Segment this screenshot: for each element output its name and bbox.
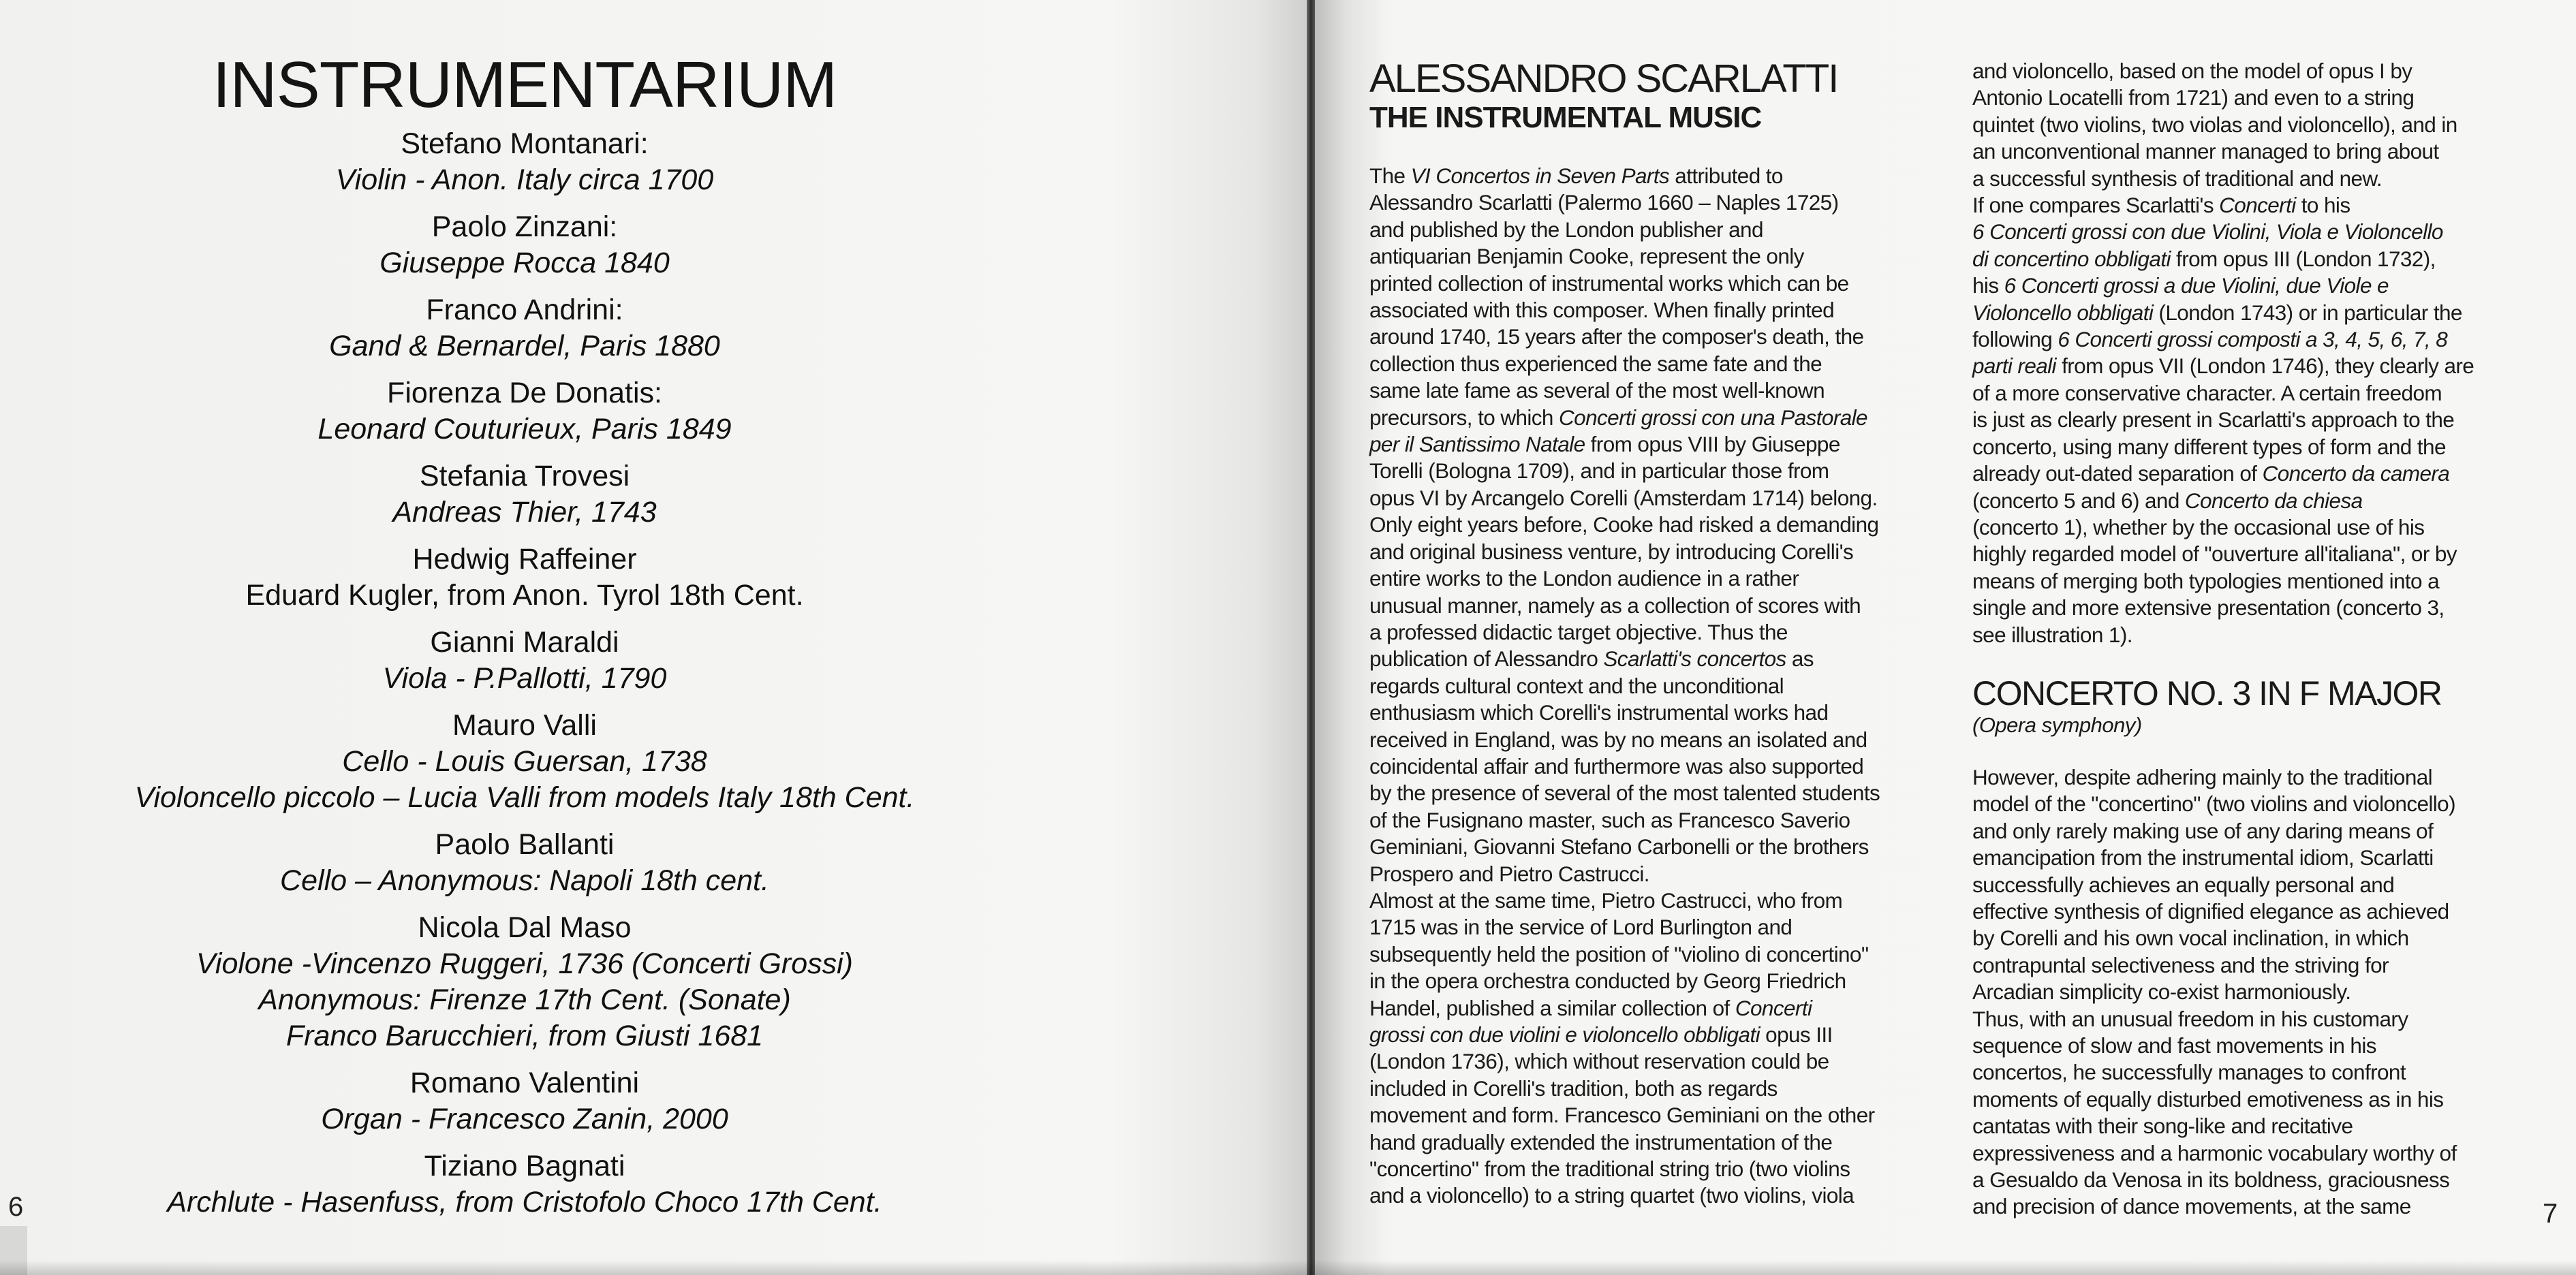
text-line: of the Fusignano master, such as Francesco Saverio	[1369, 807, 1850, 832]
text-line: regards cultural context and the unconditional	[1369, 673, 1784, 698]
text-line: subsequently held the position of "violino di concertino"	[1369, 941, 1869, 966]
instrument-description: Eduard Kugler, from Anon. Tyrol 18th Cent.	[245, 579, 804, 612]
musician-name: Hedwig Raffeiner	[412, 543, 637, 576]
text-line: concerto, using many different types of form and the	[1972, 434, 2446, 459]
text-line: and violoncello, based on the model of opus I by	[1972, 59, 2412, 83]
instrument-description: Violone -Vincenzo Ruggeri, 1736 (Concerti Grossi)	[196, 947, 853, 980]
text-line: Antonio Locatelli from 1721) and even to a string	[1972, 85, 2415, 110]
text-line: Geminiani, Giovanni Stefano Carbonelli or the brothers	[1369, 834, 1869, 860]
text-line: means of merging both typologies mentioned into a	[1972, 568, 2440, 593]
instrumentarium-list	[0, 126, 1049, 1231]
page-number-left: 6	[8, 1192, 24, 1222]
text-line: Prospero and Pietro Castrucci.	[1369, 861, 1649, 886]
instrument-description: Leonard Couturieux, Paris 1849	[317, 413, 732, 445]
instrument-entry	[0, 292, 1049, 364]
text-line: If one compares Scarlatti's Concerti to his	[1972, 193, 2350, 218]
text-line: same late fame as several of the most well-known	[1369, 378, 1825, 403]
instrument-entry	[0, 910, 1049, 1054]
book-spine	[1307, 0, 1315, 1275]
text-line: a successful synthesis of traditional and new.	[1972, 166, 2383, 191]
page-number-right: 7	[2543, 1199, 2558, 1229]
instrument-description: Anonymous: Firenze 17th Cent. (Sonate)	[258, 983, 791, 1016]
text-line: see illustration 1).	[1972, 622, 2132, 647]
instrument-description: Cello - Louis Guersan, 1738	[342, 745, 707, 778]
text-line: sequence of slow and fast movements in his	[1972, 1033, 2376, 1058]
text-line: 1715 was in the service of Lord Burlington and	[1369, 915, 1793, 940]
text-line: and original business venture, by introducing Corelli's	[1369, 539, 1854, 564]
instrument-entry	[0, 708, 1049, 816]
instrument-entry	[0, 827, 1049, 899]
instrument-description: Viola - P.Pallotti, 1790	[382, 662, 667, 695]
musician-name: Nicola Dal Maso	[418, 911, 632, 944]
instrument-description: Archlute - Hasenfuss, from Cristofolo Choco 17th Cent.	[167, 1186, 882, 1218]
text-line: printed collection of instrumental works which can be	[1369, 270, 1849, 296]
concerto-heading: CONCERTO NO. 3 IN F MAJOR	[1972, 674, 2442, 712]
instrument-entry	[0, 375, 1049, 447]
text-line: antiquarian Benjamin Cooke, represent the only	[1369, 244, 1804, 269]
text-line: Alessandro Scarlatti (Palermo 1660 – Naples 1725)	[1369, 190, 1839, 215]
musician-name: Fiorenza De Donatis:	[387, 377, 662, 409]
instrument-description: Franco Barucchieri, from Giusti 1681	[285, 1020, 764, 1052]
text-line: Torelli (Bologna 1709), and in particular those from	[1369, 458, 1829, 484]
text-line: single and more extensive presentation (concerto 3,	[1972, 595, 2445, 620]
musician-name: Paolo Zinzani:	[431, 210, 618, 243]
text-line: moments of equally disturbed emotiveness as in his	[1972, 1086, 2444, 1112]
instrument-entry	[0, 625, 1049, 697]
musician-name: Franco Andrini:	[426, 294, 623, 326]
instrument-entry	[0, 541, 1049, 614]
article-subtitle: THE INSTRUMENTAL MUSIC	[1369, 101, 1762, 134]
instrument-description: Violoncello piccolo – Lucia Valli from models Italy 18th Cent.	[134, 781, 915, 814]
instrument-entry	[0, 1148, 1049, 1221]
text-line: his 6 Concerti grossi a due Violini, due Viole e	[1972, 273, 2389, 298]
text-line: grossi con due violini e violoncello obbligati opus III	[1369, 1022, 1833, 1047]
text-line: opus VI by Arcangelo Corelli (Amsterdam 1714) belong.	[1369, 485, 1878, 510]
text-line: coincidental affair and furthermore was also supported	[1369, 753, 1864, 778]
text-line: included in Corelli's tradition, both as regards	[1369, 1075, 1778, 1101]
instrument-entry	[0, 209, 1049, 281]
text-line: publication of Alessandro Scarlatti's concertos as	[1369, 646, 1814, 672]
text-line: of a more conservative character. A certain freedom	[1972, 380, 2442, 405]
instrument-description: Giuseppe Rocca 1840	[379, 247, 670, 279]
text-line: Violoncello obbligati (London 1743) or in particular the	[1972, 300, 2462, 325]
text-line: precursors, to which Concerti grossi con una Pastorale	[1369, 405, 1867, 430]
text-line: movement and form. Francesco Geminiani on the other	[1369, 1103, 1875, 1128]
text-line: model of the "concertino" (two violins and violoncello)	[1972, 791, 2455, 817]
article-column-2	[1972, 58, 2538, 1221]
text-line: enthusiasm which Corelli's instrumental works had	[1369, 700, 1829, 725]
text-line: hand gradually extended the instrumentation of the	[1369, 1129, 1833, 1154]
instrument-entry	[0, 1065, 1049, 1137]
instrument-entry	[0, 126, 1049, 198]
musician-name: Romano Valentini	[409, 1067, 640, 1099]
text-line: highly regarded model of "ouverture all'italiana", or by	[1972, 541, 2457, 567]
text-line: already out-dated separation of Concerto da camera	[1972, 461, 2450, 486]
text-line: 6 Concerti grossi con due Violini, Viola e Violoncello	[1972, 219, 2443, 245]
musician-name: Stefania Trovesi	[419, 460, 630, 492]
text-line: entire works to the London audience in a rather	[1369, 566, 1799, 591]
musician-name: Mauro Valli	[452, 709, 597, 742]
text-line: a Gesualdo da Venosa in its boldness, graciousness	[1972, 1167, 2450, 1193]
text-line: Only eight years before, Cooke had risked a demanding	[1369, 512, 1879, 537]
musician-name: Stefano Montanari:	[401, 127, 649, 160]
text-line: and only rarely making use of any daring means of	[1972, 818, 2434, 843]
text-line: and published by the London publisher and	[1369, 217, 1763, 242]
text-line: a professed didactic target objective. Thus the	[1369, 619, 1788, 644]
text-line: received in England, was by no means an isolated and	[1369, 727, 1867, 752]
article-column-1	[1369, 58, 1935, 1210]
text-line: However, despite adhering mainly to the traditional	[1972, 764, 2433, 789]
text-line: Almost at the same time, Pietro Castrucci, who from	[1369, 887, 1843, 913]
text-line: Handel, published a similar collection of Concerti	[1369, 995, 1812, 1020]
text-line: by Corelli and his own vocal inclination, in which	[1972, 926, 2409, 951]
instrument-description: Cello – Anonymous: Napoli 18th cent.	[280, 864, 769, 897]
musician-name: Gianni Maraldi	[430, 626, 619, 659]
text-line: successfully achieves an equally personal and	[1972, 872, 2395, 897]
text-line: is just as clearly present in Scarlatti's approach to the	[1972, 407, 2455, 432]
musician-name: Tiziano Bagnati	[424, 1150, 625, 1182]
concerto-subheading: (Opera symphony)	[1972, 712, 2142, 737]
text-line: di concertino obbligati from opus III (London 1732),	[1972, 246, 2436, 271]
instrument-entry	[0, 458, 1049, 531]
text-line: unusual manner, namely as a collection of scores with	[1369, 593, 1861, 618]
text-line: Thus, with an unusual freedom in his customary	[1972, 1006, 2408, 1031]
text-line: (concerto 1), whether by the occasional use of his	[1972, 514, 2425, 539]
text-line: and precision of dance movements, at the same	[1972, 1194, 2411, 1219]
instrument-description: Andreas Thier, 1743	[392, 496, 657, 529]
instrument-description: Organ - Francesco Zanin, 2000	[321, 1103, 728, 1135]
text-line: by the presence of several of the most talented students	[1369, 781, 1880, 806]
text-line: Arcadian simplicity co-exist harmoniously.	[1972, 979, 2351, 1005]
text-line: effective synthesis of dignified elegance as achieved	[1972, 898, 2449, 924]
text-line: cantatas with their song-like and recitative	[1972, 1114, 2353, 1139]
text-line: per il Santissimo Natale from opus VIII by Giuseppe	[1369, 432, 1840, 457]
text-line: expressiveness and a harmonic vocabulary worthy of	[1972, 1140, 2457, 1165]
text-line: an unconventional manner managed to bring about	[1972, 139, 2439, 164]
bottom-shadow	[0, 1260, 2576, 1275]
article-body-col1	[1369, 163, 1935, 1210]
instrument-description: Violin - Anon. Italy circa 1700	[335, 163, 714, 196]
text-line: in the opera orchestra conducted by Georg Friedrich	[1369, 969, 1846, 994]
article-body-col2-top	[1972, 58, 2538, 648]
text-line: around 1740, 15 years after the composer's death, the	[1369, 324, 1864, 349]
text-line: following 6 Concerti grossi composti a 3, 4, 5, 6, 7, 8	[1972, 327, 2448, 352]
instrumentarium-title: INSTRUMENTARIUM	[212, 48, 837, 121]
text-line: and a violoncello) to a string quartet (two violins, viola	[1369, 1183, 1855, 1208]
instrument-description: Gand & Bernardel, Paris 1880	[329, 330, 720, 362]
article-title: ALESSANDRO SCARLATTI	[1369, 57, 1838, 101]
text-line: collection thus experienced the same fate and the	[1369, 351, 1822, 376]
text-line: contrapuntal selectiveness and the striving for	[1972, 952, 2389, 977]
text-line: associated with this composer. When finally printed	[1369, 298, 1834, 323]
text-line: concertos, he successfully manages to confront	[1972, 1060, 2406, 1085]
text-line: The VI Concertos in Seven Parts attributed to	[1369, 163, 1783, 188]
text-line: parti reali from opus VII (London 1746), they clearly are	[1972, 353, 2474, 379]
text-line: "concertino" from the traditional string trio (two violins	[1369, 1156, 1850, 1182]
text-line: (concerto 5 and 6) and Concerto da chiesa	[1972, 488, 2363, 513]
text-line: quintet (two violins, two violas and violoncello), and in	[1972, 112, 2457, 137]
article-body-col2-bottom	[1972, 764, 2538, 1221]
text-line: (London 1736), which without reservation could be	[1369, 1049, 1829, 1074]
musician-name: Paolo Ballanti	[435, 828, 615, 861]
text-line: emancipation from the instrumental idiom, Scarlatti	[1972, 845, 2434, 870]
